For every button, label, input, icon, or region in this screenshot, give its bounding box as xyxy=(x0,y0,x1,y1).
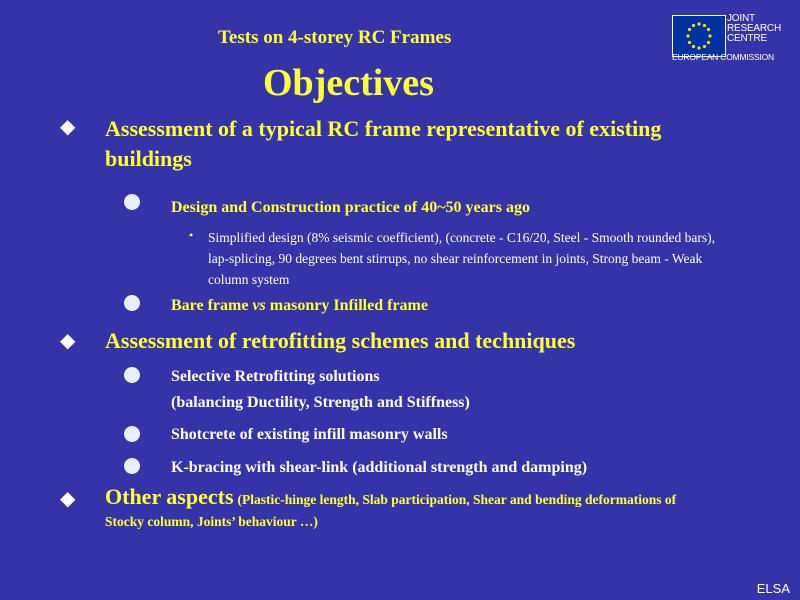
bullet-1: Assessment of a typical RC frame representative of existing buildings xyxy=(105,116,662,171)
circle-bullet-icon xyxy=(124,426,140,442)
elsa-label: ELSA xyxy=(756,581,790,596)
bullet-2-sub-3: K-bracing with shear-link (additional strength and damping) xyxy=(171,459,588,476)
circle-bullet-icon xyxy=(124,367,140,383)
circle-bullet-icon xyxy=(124,458,140,474)
bullet-2-sub-2: Shotcrete of existing infill masonry walls xyxy=(171,426,448,443)
dot-bullet-icon: • xyxy=(189,228,194,242)
diamond-bullet-icon: ◆ xyxy=(60,114,76,138)
diamond-bullet-icon: ◆ xyxy=(60,328,76,352)
bullet-1-sub-1: Design and Construction practice of 40~50 years ago xyxy=(171,199,530,216)
bullet-3: Other aspects (Plastic-hinge length, Slab participation, Shear and bending deformations of Stocky column, Joints’ behaviour …) xyxy=(105,484,677,529)
circle-bullet-icon xyxy=(124,295,140,311)
slide-title: Objectives xyxy=(263,62,434,104)
logo-subtitle: EUROPEAN COMMISSION xyxy=(672,52,774,62)
jrc-logo xyxy=(672,13,792,63)
circle-bullet-icon xyxy=(124,194,140,210)
bullet-1-sub-2: Bare frame vs masonry Infilled frame xyxy=(171,297,428,314)
bullet-2-sub-1: Selective Retrofitting solutions (balancing Ductility, Strength and Stiffness) xyxy=(171,368,470,411)
eu-flag-icon xyxy=(672,15,726,57)
diamond-bullet-icon: ◆ xyxy=(60,486,76,510)
slide-subtitle: Tests on 4-storey RC Frames xyxy=(218,27,452,48)
bullet-1-sub-1-detail: Simplified design (8% seismic coefficient), (concrete - C16/20, Steel - Smooth rounded bars), lap-splicing, 90 degrees bent stirrups, no shear reinforcement in joints, Strong beam - Weak column system xyxy=(208,230,716,287)
logo-wordmark: JOINT RESEARCH CENTRE xyxy=(727,13,781,44)
bullet-2: Assessment of retrofitting schemes and techniques xyxy=(105,328,576,353)
